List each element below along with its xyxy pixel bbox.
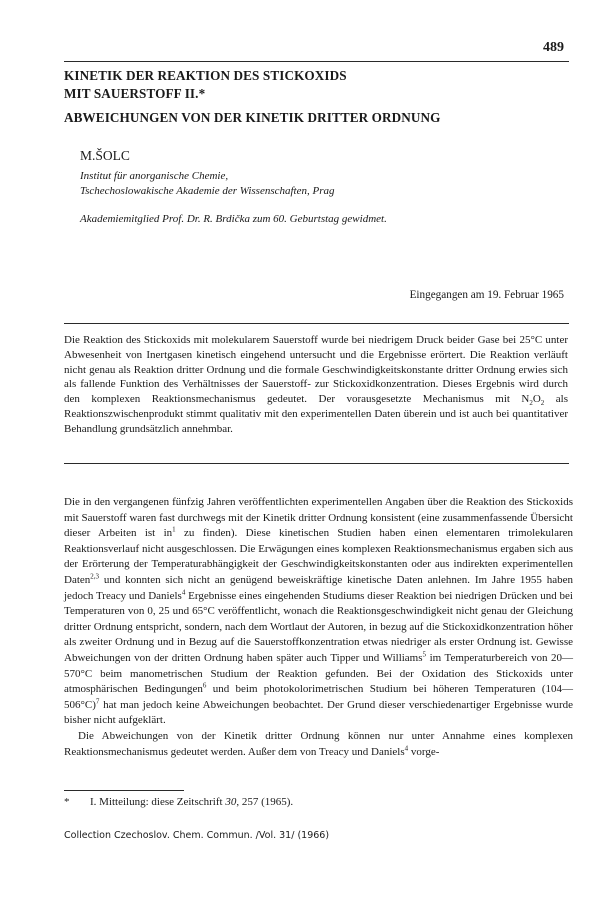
dedication: Akademiemitglied Prof. Dr. R. Brdička zum 60. Geburtstag gewidmet. bbox=[80, 213, 387, 225]
paragraph: Die in den vergangenen fünfzig Jahren veröffentlichten experimentellen Angaben über die Reaktion des Stickoxids mit Sauerstoff waren fast durchwegs mit der Kinetik dritter Ordnung konsistent (eine zusammenfassende Übersicht dieser Arbeiten ist $in^1$ zu finden). Diese kinetischen Studien haben einen elementaren trimolekularen Reaktionsverlauf nicht ausgeschlossen. Die Erwägungen eines komplexen Reaktionsmechanismus ergaben sich aus der Erörterung der Temperaturabhängigkeit der Geschwindigkeitskonstanten oder aus indirekten experimentellen Daten$^{2,3}$ und konnten sich nicht an genügend beweiskräftige kinetische Daten anlehnen. Im Jahre 1955 haben jedoch Treacy und Daniels$^4$ Ergebnisse eines eingehenden Studiums dieser Reaktion bei niedrigen Drücken und bei Temperaturen von 0, 25 und 65°C veröffentlicht, wonach die Reaktionsgeschwindigkeit nicht genau der Gleichung dritter Ordnung entspricht, sondern, nach dem Wortlaut der Autoren, in bezug auf die Stickoxidkonzentration höher als zweiter Ordnung und in Bezug auf die Sauerstoffkonzentration etwas niedriger als erster Ordnung ist. Gewisse Abweichungen von der dritten Ordnung haben später auch Tipper und Williams$^5$ im Temperaturbereich von 20—570°C beim manometrischen Studium der Reaktion gefunden. Bei der Oxidation des Stickoxids unter atmosphärischen Bedingungen$^6$ und beim photokolorimetrischen Studium bei höheren Temperaturen (104—506°C)$^7$ hat man jedoch keine Abweichungen beobachtet. Der Grund dieser verschiedenartiger Ergebnisse wurde bisher nicht aufgeklärt. bbox=[64, 496, 574, 727]
journal-citation: Collection Czechoslov. Chem. Commun. /Vol. 31/ (1966) bbox=[64, 830, 330, 841]
header-rule bbox=[64, 61, 569, 62]
affiliation-line-2: Tschechoslowakische Akademie der Wissenschaften, Prag bbox=[80, 185, 335, 197]
body-text bbox=[64, 495, 573, 760]
abstract: Die Reaktion des Stickoxids mit molekularem Sauerstoff wurde bei niedrigem Druck beider Gase bei 25°C unter Abwesenheit von Inertgasen kinetisch eingehend untersucht und die Ergebnisse erörtert. Die Reaktion verläuft nicht genau als Reaktion dritter Ordnung und die formale Geschwindigkeitskonstante dritter Ordnung erwies sich als fallende Funktion des Verhältnisses der Sauerstoff- zur Stickoxidkonzentration. Dieses Ergebnis wird durch den komplexen Reaktionsmechanismus gedeutet. Der vorausgesetzte Mechanismus mit $N_2O_2$ als Reaktionszwischenprodukt stimmt qualitativ mit den experimentellen Daten überein und ist auch bei quantitativer Behandlung grundsätzlich annehmbar. bbox=[64, 334, 568, 435]
affiliation-line-1: Institut für anorganische Chemie, bbox=[80, 170, 229, 182]
page-number: 489 bbox=[543, 40, 564, 55]
abstract-top-rule bbox=[64, 323, 569, 324]
footnote-rule bbox=[64, 790, 184, 791]
subtitle: ABWEICHUNGEN VON DER KINETIK DRITTER ORDNUNG bbox=[64, 110, 441, 125]
abstract-bottom-rule bbox=[64, 463, 569, 464]
received-date: Eingegangen am 19. Februar 1965 bbox=[409, 289, 564, 301]
footnote: * I. Mitteilung: diese Zeitschrift 30, 257 (1965). bbox=[64, 796, 294, 808]
title-line-2: MIT SAUERSTOFF II.* bbox=[64, 86, 206, 101]
author: M.ŠOLC bbox=[80, 148, 130, 163]
paragraph: Die Abweichungen von der Kinetik dritter Ordnung können nur unter Annahme eines komplexen Reaktionsmechanismus gedeutet werden. Außer dem von Treacy und Daniels$^4$ vorge- bbox=[64, 729, 573, 758]
title-line-1: KINETIK DER REAKTION DES STICKOXIDS bbox=[64, 68, 347, 83]
footnote-mark: * bbox=[64, 796, 70, 808]
